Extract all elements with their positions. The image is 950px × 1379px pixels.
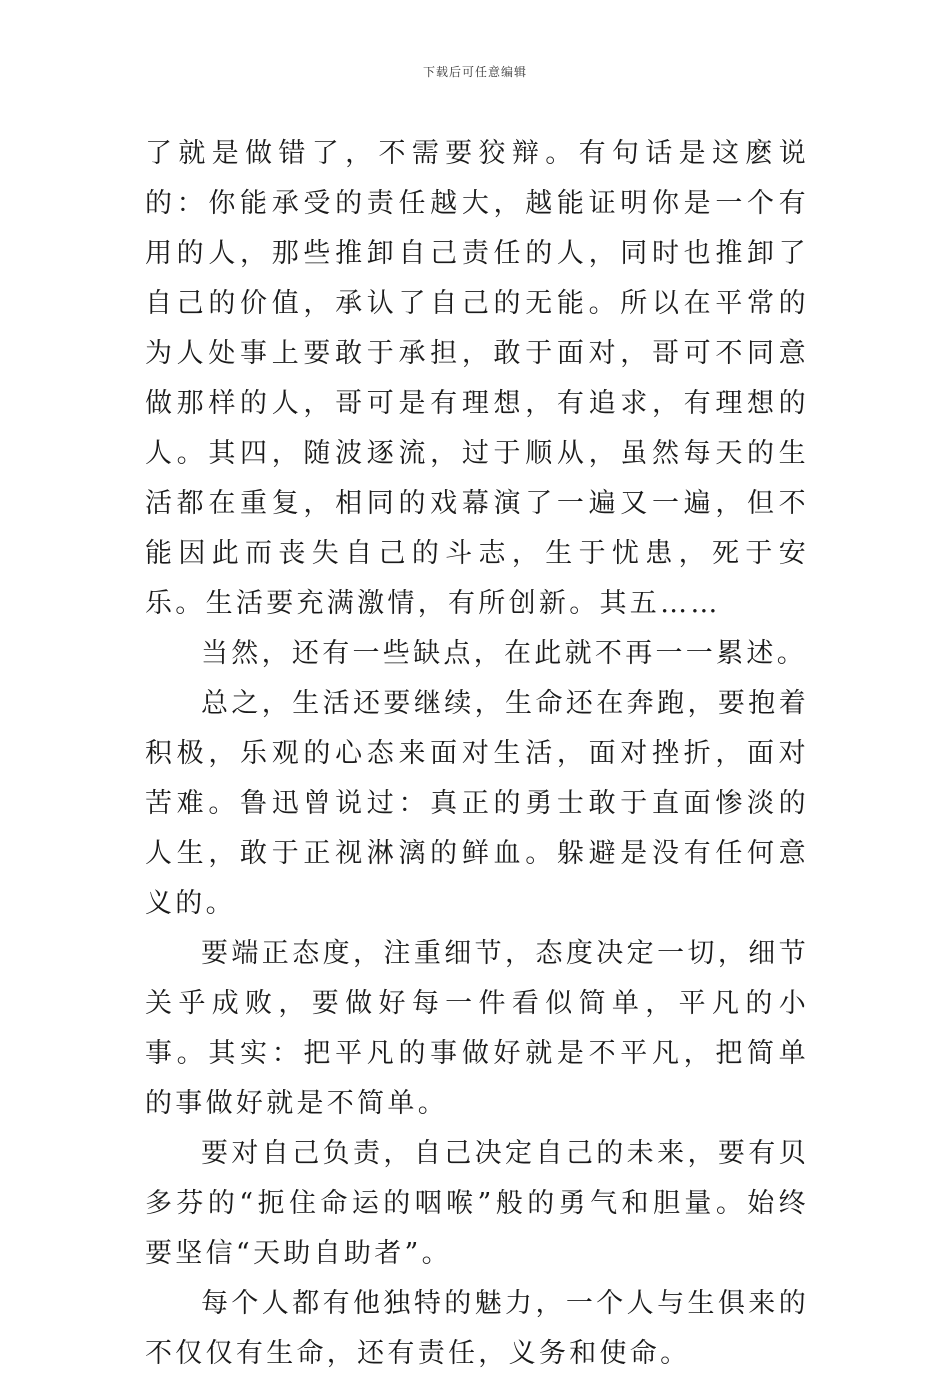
paragraph: 当然，还有一些缺点，在此就不再一一累述。 (201, 638, 807, 669)
document-body (145, 129, 809, 1379)
paragraph: 每个人都有他独特的魅力，一个人与生俱来的不仅仅有生命，还有责任，义务和使命。 (145, 1288, 809, 1369)
paragraph: 要对自己负责，自己决定自己的未来，要有贝多芬的“扼住命运的咽喉”般的勇气和胆量。始终要坚信“天助自助者”。 (145, 1138, 809, 1269)
paragraph: 总之，生活还要继续，生命还在奔跑，要抱着积极，乐观的心态来面对生活，面对挫折，面对苦难。鲁迅曾说过：真正的勇士敢于直面惨淡的人生，敢于正视淋漓的鲜血。躲避是没有任何意义的。 (145, 688, 809, 919)
paragraph: 了就是做错了，不需要狡辩。有句话是这麽说的：你能承受的责任越大，越能证明你是一个有用的人，那些推卸自己责任的人，同时也推卸了自己的价值，承认了自己的无能。所以在平常的为人处事上要敢于承担，敢于面对，哥可不同意做那样的人，哥可是有理想，有追求，有理想的人。其四，随波逐流，过于顺从，虽然每天的生活都在重复，相同的戏幕演了一遍又一遍，但不能因此而丧失自己的斗志，生于忧患，死于安乐。生活要充满激情，有所创新。其五…… (145, 138, 809, 619)
paragraph: 要端正态度，注重细节，态度决定一切，细节关乎成败，要做好每一件看似简单，平凡的小事。其实：把平凡的事做好就是不平凡，把简单的事做好就是不简单。 (145, 938, 809, 1119)
page-header: 下载后可任意编辑 (422, 65, 527, 79)
